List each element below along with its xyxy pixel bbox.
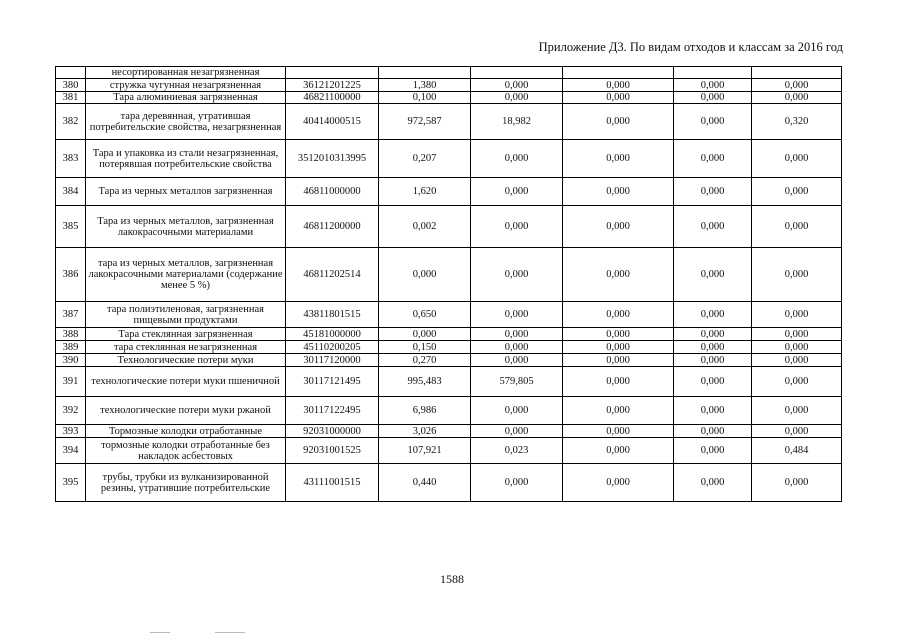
waste-name: несортированная незагрязненная	[86, 67, 286, 79]
row-number: 385	[56, 206, 86, 248]
value-cell: 0,000	[471, 425, 563, 438]
waste-name: Тара алюминиевая загрязненная	[86, 92, 286, 104]
value-cell: 0,000	[674, 248, 752, 302]
waste-name: тара стеклянная незагрязненная	[86, 341, 286, 354]
value-cell: 0,000	[674, 354, 752, 367]
page-title: Приложение Д3. По видам отходов и классам за 2016 год	[538, 40, 843, 54]
table-row	[56, 67, 842, 79]
value-cell: 3,026	[379, 425, 471, 438]
value-cell: 0,000	[563, 178, 674, 206]
value-cell: 0,000	[471, 206, 563, 248]
value-cell: 0,000	[674, 140, 752, 178]
value-cell: 0,000	[471, 79, 563, 92]
value-cell: 0,000	[563, 104, 674, 140]
value-cell: 0,207	[379, 140, 471, 178]
waste-code: 30117120000	[286, 354, 379, 367]
table-row	[56, 302, 842, 328]
value-cell: 0,440	[379, 464, 471, 502]
value-cell: 0,000	[752, 464, 842, 502]
waste-code: 30117122495	[286, 397, 379, 425]
value-cell: 0,000	[379, 248, 471, 302]
value-cell: 6,986	[379, 397, 471, 425]
row-number: 389	[56, 341, 86, 354]
waste-code: 46821100000	[286, 92, 379, 104]
value-cell: 0,000	[752, 341, 842, 354]
value-cell	[674, 67, 752, 79]
row-number: 393	[56, 425, 86, 438]
value-cell: 0,000	[752, 425, 842, 438]
value-cell: 0,000	[563, 367, 674, 397]
row-number: 391	[56, 367, 86, 397]
waste-code: 46811200000	[286, 206, 379, 248]
value-cell: 0,000	[752, 367, 842, 397]
value-cell: 0,000	[752, 206, 842, 248]
table-row	[56, 438, 842, 464]
value-cell: 1,620	[379, 178, 471, 206]
value-cell: 0,000	[471, 397, 563, 425]
value-cell: 972,587	[379, 104, 471, 140]
value-cell: 18,982	[471, 104, 563, 140]
waste-code: 45110200205	[286, 341, 379, 354]
value-cell: 995,483	[379, 367, 471, 397]
row-number: 386	[56, 248, 86, 302]
waste-name: Тара из черных металлов загрязненная	[86, 178, 286, 206]
value-cell: 0,000	[674, 464, 752, 502]
value-cell: 0,000	[563, 248, 674, 302]
value-cell: 0,000	[563, 92, 674, 104]
value-cell: 0,000	[752, 354, 842, 367]
value-cell: 0,000	[563, 438, 674, 464]
value-cell: 0,000	[563, 425, 674, 438]
waste-name: тормозные колодки отработанные без накладок асбестовых	[86, 438, 286, 464]
value-cell	[379, 67, 471, 79]
scan-artifact	[215, 632, 245, 633]
value-cell: 0,000	[752, 248, 842, 302]
value-cell: 0,000	[471, 140, 563, 178]
waste-code: 46811202514	[286, 248, 379, 302]
waste-code: 46811000000	[286, 178, 379, 206]
value-cell: 107,921	[379, 438, 471, 464]
row-number: 395	[56, 464, 86, 502]
waste-code: 92031001525	[286, 438, 379, 464]
value-cell: 0,484	[752, 438, 842, 464]
value-cell: 0,000	[471, 248, 563, 302]
row-number: 394	[56, 438, 86, 464]
row-number: 381	[56, 92, 86, 104]
value-cell: 0,000	[471, 92, 563, 104]
value-cell	[471, 67, 563, 79]
value-cell: 0,000	[471, 328, 563, 341]
value-cell: 0,000	[563, 206, 674, 248]
value-cell: 0,000	[471, 341, 563, 354]
value-cell	[563, 67, 674, 79]
value-cell: 0,000	[752, 302, 842, 328]
table-row	[56, 341, 842, 354]
value-cell: 1,380	[379, 79, 471, 92]
value-cell: 0,000	[563, 341, 674, 354]
waste-code: 92031000000	[286, 425, 379, 438]
value-cell: 0,270	[379, 354, 471, 367]
value-cell: 0,000	[674, 328, 752, 341]
value-cell: 0,000	[471, 354, 563, 367]
value-cell: 0,023	[471, 438, 563, 464]
waste-code: 36121201225	[286, 79, 379, 92]
waste-name: технологические потери муки пшеничной	[86, 367, 286, 397]
row-number: 380	[56, 79, 86, 92]
value-cell: 0,650	[379, 302, 471, 328]
table-row	[56, 425, 842, 438]
value-cell: 0,000	[752, 178, 842, 206]
waste-name: Тара из черных металлов, загрязненная лакокрасочными материалами	[86, 206, 286, 248]
value-cell: 0,000	[379, 328, 471, 341]
table-row	[56, 140, 842, 178]
value-cell: 0,320	[752, 104, 842, 140]
table-row	[56, 397, 842, 425]
value-cell: 0,000	[674, 425, 752, 438]
value-cell: 0,000	[674, 104, 752, 140]
row-number: 390	[56, 354, 86, 367]
row-number: 388	[56, 328, 86, 341]
value-cell: 0,000	[563, 464, 674, 502]
value-cell: 0,000	[563, 354, 674, 367]
value-cell: 0,000	[674, 438, 752, 464]
value-cell	[752, 67, 842, 79]
table-row	[56, 178, 842, 206]
row-number: 383	[56, 140, 86, 178]
waste-name: тара из черных металлов, загрязненная лакокрасочными материалами (содержание менее 5 %)	[86, 248, 286, 302]
waste-code	[286, 67, 379, 79]
waste-code: 43111001515	[286, 464, 379, 502]
waste-code: 30117121495	[286, 367, 379, 397]
waste-name: стружка чугунная незагрязненная	[86, 79, 286, 92]
row-number	[56, 67, 86, 79]
scan-artifact	[150, 632, 170, 633]
value-cell: 0,002	[379, 206, 471, 248]
table-body	[56, 67, 842, 502]
value-cell: 0,000	[563, 79, 674, 92]
value-cell: 0,000	[674, 178, 752, 206]
value-cell: 0,000	[563, 302, 674, 328]
table-row	[56, 328, 842, 341]
row-number: 392	[56, 397, 86, 425]
waste-table	[55, 66, 842, 502]
waste-name: тара деревянная, утратившая потребительские свойства, незагрязненная	[86, 104, 286, 140]
waste-code: 43811801515	[286, 302, 379, 328]
value-cell: 0,000	[752, 328, 842, 341]
table-row	[56, 367, 842, 397]
value-cell: 0,000	[674, 302, 752, 328]
row-number: 382	[56, 104, 86, 140]
table-row	[56, 206, 842, 248]
waste-name: Тара и упаковка из стали незагрязненная, потерявшая потребительские свойства	[86, 140, 286, 178]
value-cell: 0,000	[752, 397, 842, 425]
value-cell: 0,000	[752, 140, 842, 178]
value-cell: 0,000	[752, 79, 842, 92]
waste-code: 3512010313995	[286, 140, 379, 178]
waste-name: Тара стеклянная загрязненная	[86, 328, 286, 341]
value-cell: 0,000	[471, 464, 563, 502]
table-row	[56, 79, 842, 92]
table-row	[56, 464, 842, 502]
waste-name: технологические потери муки ржаной	[86, 397, 286, 425]
value-cell: 0,000	[563, 328, 674, 341]
value-cell: 0,000	[563, 140, 674, 178]
value-cell: 0,000	[674, 79, 752, 92]
value-cell: 0,000	[674, 92, 752, 104]
value-cell: 0,000	[471, 178, 563, 206]
row-number: 384	[56, 178, 86, 206]
waste-name: тара полиэтиленовая, загрязненная пищевыми продуктами	[86, 302, 286, 328]
table-row	[56, 354, 842, 367]
table-row	[56, 92, 842, 104]
value-cell: 0,000	[674, 341, 752, 354]
value-cell: 0,000	[563, 397, 674, 425]
value-cell: 0,000	[471, 302, 563, 328]
table-row	[56, 248, 842, 302]
waste-code: 45181000000	[286, 328, 379, 341]
value-cell: 0,000	[674, 367, 752, 397]
waste-name: трубы, трубки из вулканизированной резины, утратившие потребительские	[86, 464, 286, 502]
page-number: 1588	[440, 572, 464, 586]
value-cell: 579,805	[471, 367, 563, 397]
value-cell: 0,150	[379, 341, 471, 354]
table-row	[56, 104, 842, 140]
value-cell: 0,000	[674, 397, 752, 425]
value-cell: 0,100	[379, 92, 471, 104]
value-cell: 0,000	[752, 92, 842, 104]
waste-name: Технологические потери муки	[86, 354, 286, 367]
row-number: 387	[56, 302, 86, 328]
waste-code: 40414000515	[286, 104, 379, 140]
waste-name: Тормозные колодки отработанные	[86, 425, 286, 438]
value-cell: 0,000	[674, 206, 752, 248]
